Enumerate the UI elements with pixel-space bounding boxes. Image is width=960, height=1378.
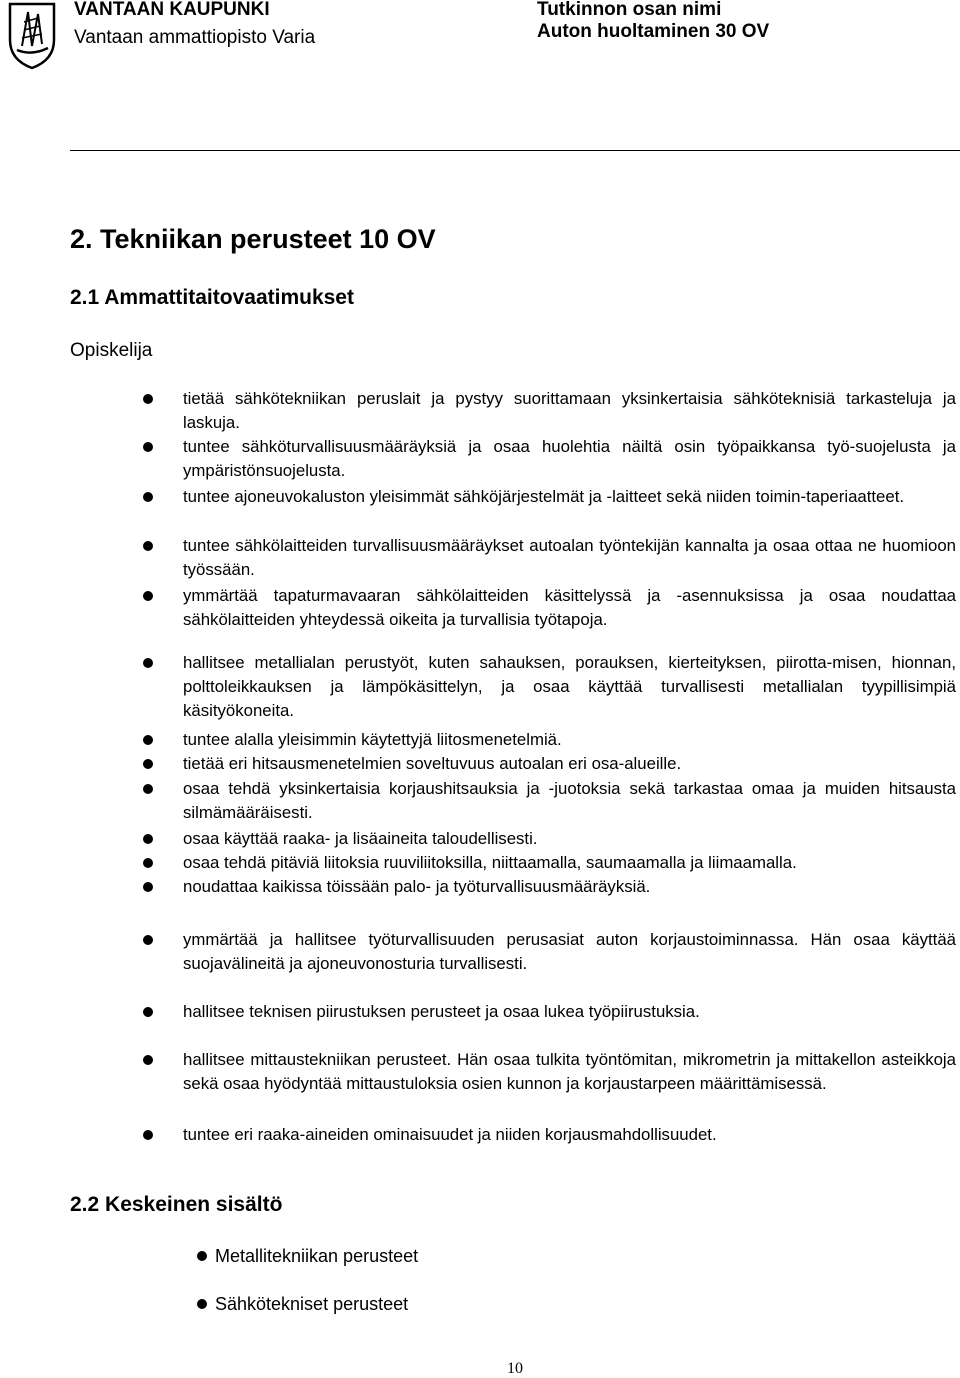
content-section-title: 2.2 Keskeinen sisältö — [70, 1193, 283, 1216]
org-subtitle: Vantaan ammattiopisto Varia — [74, 27, 316, 48]
bullet-icon — [197, 1299, 207, 1309]
bullet-icon — [143, 541, 153, 551]
list-item-text: tietää sähkötekniikan peruslait ja pystyy suorittamaan yksinkertaisia sähköteknisiä tarkasteluja ja laskuja. — [183, 389, 956, 432]
list-item-text: tietää eri hitsausmenetelmien soveltuvuus autoalan eri osa-alueille. — [183, 754, 682, 773]
content-item-label: Sähkötekniset perusteet — [215, 1294, 409, 1314]
unit-label: Tutkinnon osan nimi — [537, 0, 722, 20]
bullet-icon — [143, 858, 153, 868]
content-list-item — [197, 1293, 408, 1315]
unit-name: Auton huoltaminen 30 OV — [537, 21, 770, 42]
bullet-icon — [143, 1007, 153, 1017]
list-item-text: ymmärtää tapaturmavaaran sähkölaitteiden käsittelyssä ja -asennuksissa ja osaa noudattaa sähkölaitteiden yhteydessä oikeita ja turvallisia työtapoja. — [183, 586, 956, 629]
bullet-icon — [143, 658, 153, 668]
bullet-icon — [143, 1130, 153, 1140]
bullet-icon — [143, 394, 153, 404]
section-title: 2. Tekniikan perusteet 10 OV — [70, 224, 436, 254]
list-item-text: hallitsee mittaustekniikan perusteet. Hän osaa tulkita työntömitan, mikrometrin ja mittakellon asteikkoja sekä osaa hyödyntää mittaustuloksia osien kunnon ja korjaustarpeen määrittämisessä. — [183, 1050, 956, 1093]
content-list-item — [197, 1245, 418, 1267]
list-item-text: hallitsee teknisen piirustuksen perusteet ja osaa lukea työpiirustuksia. — [183, 1002, 700, 1021]
bullet-icon — [143, 492, 153, 502]
list-item-text: tuntee ajoneuvokaluston yleisimmät sähköjärjestelmät ja -laitteet sekä niiden toimin-taperiaatteet. — [183, 487, 905, 506]
list-item-text: tuntee sähkölaitteiden turvallisuusmääräykset autoalan työntekijän kannalta ja osaa ottaa ne huomioon työssään. — [183, 536, 956, 579]
lead-text: Opiskelija — [70, 340, 153, 361]
list-item-text: ymmärtää ja hallitsee työturvallisuuden perusasiat auton korjaustoiminnassa. Hän osaa käyttää suojavälineitä ja ajoneuvonosturia turvallisesti. — [183, 930, 956, 973]
list-item-text: osaa tehdä pitäviä liitoksia ruuviliitoksilla, niittaamalla, saumaamalla ja liimaamalla. — [183, 853, 797, 872]
bullet-icon — [143, 759, 153, 769]
list-item-text: osaa käyttää raaka- ja lisäaineita taloudellisesti. — [183, 829, 538, 848]
bullet-icon — [143, 834, 153, 844]
content-item-label: Metallitekniikan perusteet — [215, 1246, 419, 1266]
list-item-text: hallitsee metallialan perustyöt, kuten sahauksen, porauksen, kierteityksen, piirotta-misen, hionnan, polttoleikkauksen ja lämpökäsittelyn, ja osaa käyttää turvallisesti metallialan tyypillisimpiä käsityökoneita. — [183, 653, 956, 720]
bullet-icon — [143, 735, 153, 745]
bullet-icon — [143, 591, 153, 601]
org-name: VANTAAN KAUPUNKI — [74, 0, 270, 20]
page-number: 10 — [507, 1360, 523, 1377]
bullet-icon — [143, 1055, 153, 1065]
list-item-text: tuntee sähköturvallisuusmääräyksiä ja osaa huolehtia näiltä osin työpaikkansa työ-suojelusta ja ympäristönsuojelusta. — [183, 437, 956, 480]
bullet-icon — [197, 1251, 207, 1261]
bullet-icon — [143, 442, 153, 452]
bullet-icon — [143, 784, 153, 794]
list-item-text: osaa tehdä yksinkertaisia korjaushitsauksia ja -juotoksia sekä tarkastaa omaa ja muiden hitsausta silmämääräisesti. — [183, 779, 956, 822]
list-item-text: noudattaa kaikissa töissään palo- ja työturvallisuusmääräyksiä. — [183, 877, 651, 896]
bullet-icon — [143, 882, 153, 892]
list-item-text: tuntee alalla yleisimmin käytettyjä liitosmenetelmiä. — [183, 730, 562, 749]
bullet-icon — [143, 935, 153, 945]
section-subtitle: 2.1 Ammattitaitovaatimukset — [70, 286, 354, 309]
list-item-text: tuntee eri raaka-aineiden ominaisuudet ja niiden korjausmahdollisuudet. — [183, 1125, 717, 1144]
